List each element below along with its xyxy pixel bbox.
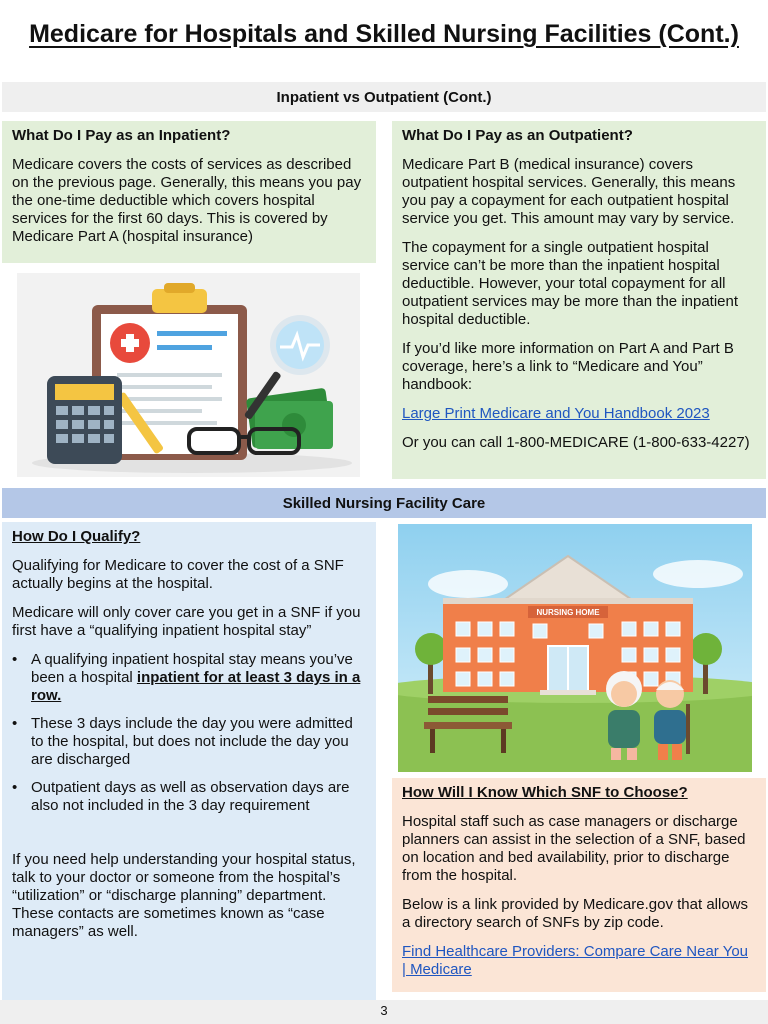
qualify-paragraph-3: If you need help understanding your hospital status, talk to your doctor or someone from the hospital’s “utilization” or “discharge planning” department. These contacts are sometimes known as “case managers” as well. — [12, 851, 356, 940]
list-item — [12, 715, 366, 769]
bullet-emphasis: inpatient for at least 3 days in a row. — [31, 669, 361, 704]
bullet-icon: • — [12, 651, 18, 668]
outpatient-phone-text: Or you can call 1-800-MEDICARE (1-800-633-4227) — [402, 434, 750, 451]
list-item — [12, 651, 366, 705]
choose-paragraph-1: Hospital staff such as case managers or discharge planners can assist in the selection of a SNF, based on location and bed availability, prior to discharge from the hospital. — [402, 813, 746, 884]
qualify-paragraph-2: Medicare will only cover care you get in a SNF if you first have a “qualifying inpatient hospital stay” — [12, 604, 361, 639]
bullet-text: Outpatient days as well as observation days are also not included in the 3 day requirement — [31, 779, 350, 814]
outpatient-paragraph-3: If you’d like more information on Part A and Part B coverage, here’s a link to “Medicare and You” handbook: — [402, 340, 734, 393]
nursing-home-sign: NURSING HOME — [536, 608, 600, 617]
outpatient-paragraph-2: The copayment for a single outpatient hospital service can’t be more than the inpatient hospital deductible. However, your total copayment for all outpatient services may be more than the inpatient hospital deductible. — [402, 239, 739, 328]
choose-heading: How Will I Know Which SNF to Choose? — [402, 784, 688, 801]
page-number: 3 — [0, 1000, 768, 1024]
section-heading-inpatient-outpatient — [2, 82, 766, 112]
list-item — [12, 779, 366, 815]
find-providers-link[interactable]: Find Healthcare Providers: Compare Care Near You | Medicare — [402, 943, 749, 978]
qualify-paragraph-1: Qualifying for Medicare to cover the cost of a SNF actually begins at the hospital. — [12, 557, 344, 592]
section-heading-label: Inpatient vs Outpatient (Cont.) — [276, 88, 492, 106]
heartbeat-icon — [270, 315, 330, 375]
inpatient-cost-panel — [2, 121, 376, 263]
outpatient-heading: What Do I Pay as an Outpatient? — [402, 127, 633, 144]
qualify-panel — [2, 522, 376, 1012]
outpatient-cost-panel — [392, 121, 766, 479]
qualify-bullet-list — [12, 651, 366, 815]
nursing-home-icon — [398, 524, 752, 772]
inpatient-body: Medicare covers the costs of services as described on the previous page. Generally, this means you pay the one-time deductible which covers hospital services for the first 60 days. This is covered by Medicare Part A (hospital insurance) — [12, 156, 362, 245]
page-title: Medicare for Hospitals and Skilled Nursing Facilities (Cont.) — [29, 20, 739, 48]
medical-bills-illustration — [17, 273, 360, 477]
bullet-icon: • — [12, 779, 18, 796]
outpatient-paragraph-1: Medicare Part B (medical insurance) covers outpatient hospital services. Generally, this means you pay a copayment for each outpatient hospital service you get. This amount may vary by service. — [402, 156, 736, 227]
bullet-icon: • — [12, 715, 18, 732]
section-heading-snf-care — [2, 488, 766, 518]
choose-paragraph-2: Below is a link provided by Medicare.gov that allows a directory search of SNFs by zip code. — [402, 896, 749, 931]
calculator-icon — [47, 376, 122, 464]
choose-snf-panel — [392, 778, 766, 992]
bullet-text: A qualifying inpatient hospital stay means you’ve been a hospital — [31, 651, 353, 686]
inpatient-heading: What Do I Pay as an Inpatient? — [12, 127, 231, 144]
section-heading-label: Skilled Nursing Facility Care — [282, 494, 486, 512]
bullet-text: These 3 days include the day you were admitted to the hospital, but does not include the day you are discharged — [31, 715, 353, 768]
qualify-heading: How Do I Qualify? — [12, 528, 141, 545]
medicare-handbook-link[interactable]: Large Print Medicare and You Handbook 2023 — [402, 405, 710, 422]
